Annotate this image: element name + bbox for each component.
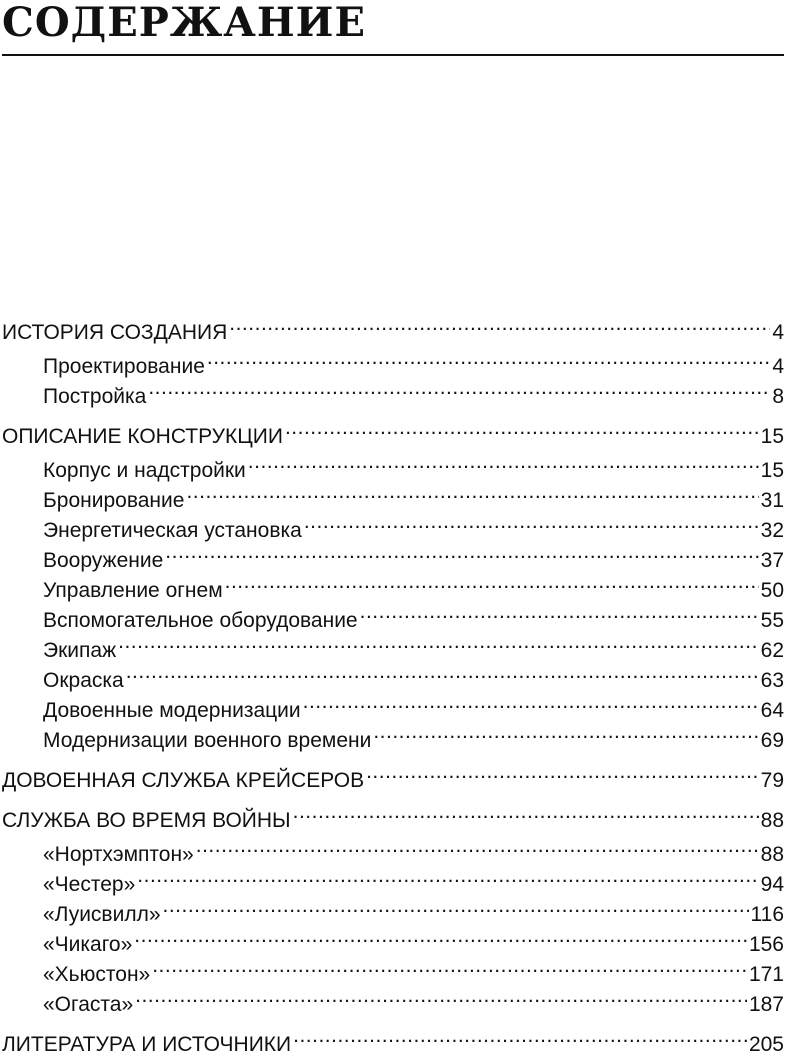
toc-subsection-title: Управление огнем — [43, 579, 223, 602]
toc-page-number: 79 — [760, 769, 784, 792]
toc-subsection-title: Вооружение — [43, 549, 164, 572]
toc-entry-subsection[interactable] — [0, 627, 786, 662]
toc-dot-leader — [360, 597, 759, 627]
toc-subsection-title: «Чикаго» — [43, 933, 133, 956]
toc-entry-chapter[interactable] — [0, 413, 786, 448]
toc-page-number: 55 — [760, 609, 784, 632]
toc-page-number: 187 — [748, 993, 784, 1016]
toc-dot-leader — [285, 413, 759, 443]
toc-subsection-title: «Честер» — [43, 873, 136, 896]
toc-entry-chapter[interactable] — [0, 797, 786, 832]
toc-subsection-title: Модернизации военного времени — [43, 729, 372, 752]
toc-subsection-title: Постройка — [43, 385, 147, 408]
toc-section — [0, 309, 786, 408]
toc-page-number: 50 — [760, 579, 784, 602]
toc-page-number: 31 — [760, 489, 784, 512]
toc-page-number: 116 — [750, 903, 784, 926]
toc-dot-leader — [303, 687, 759, 717]
toc-dot-leader — [148, 373, 770, 403]
page-title: СОДЕРЖАНИЕ — [2, 0, 366, 46]
toc-page-number: 69 — [760, 729, 784, 752]
toc-dot-leader — [165, 537, 758, 567]
toc-dot-leader — [126, 657, 759, 687]
toc-subsection-title: Довоенные модернизации — [43, 699, 301, 722]
toc-dot-leader — [118, 627, 759, 657]
toc-entry-chapter[interactable] — [0, 1021, 786, 1056]
toc-page-number: 63 — [760, 669, 784, 692]
toc-subsection-title: Проектирование — [43, 355, 205, 378]
toc-dot-leader — [137, 861, 758, 891]
toc-entry-chapter[interactable] — [0, 757, 786, 792]
toc-page-number: 94 — [760, 873, 784, 896]
toc-dot-leader — [248, 447, 759, 477]
toc-subsection-title: Окраска — [43, 669, 124, 692]
toc-section — [0, 413, 786, 752]
toc-dot-leader — [207, 343, 770, 373]
title-rule — [2, 54, 784, 56]
toc-dot-leader — [293, 1021, 747, 1051]
toc-dot-leader — [196, 831, 759, 861]
toc-dot-leader — [293, 797, 759, 827]
toc-subsection-title: «Луисвилл» — [43, 903, 161, 926]
toc-page-number: 15 — [760, 459, 784, 482]
toc-page-number: 171 — [748, 963, 784, 986]
toc-page-number: 88 — [760, 843, 784, 866]
toc-subsection-title: Корпус и надстройки — [43, 459, 246, 482]
toc-subsection-list — [0, 831, 786, 1016]
toc-dot-leader — [134, 921, 747, 951]
toc-entry-subsection[interactable] — [0, 657, 786, 692]
toc-section — [0, 757, 786, 792]
toc-page-number: 64 — [760, 699, 784, 722]
toc-chapter-title: ДОВОЕННАЯ СЛУЖБА КРЕЙСЕРОВ — [2, 769, 365, 792]
toc-dot-leader — [225, 567, 759, 597]
toc-chapter-title: СЛУЖБА ВО ВРЕМЯ ВОЙНЫ — [2, 809, 291, 832]
toc-dot-leader — [152, 951, 747, 981]
toc-section — [0, 797, 786, 1016]
toc-page-number: 156 — [748, 933, 784, 956]
toc-dot-leader — [304, 507, 759, 537]
toc-page-number: 32 — [760, 519, 784, 542]
toc-dot-leader — [229, 309, 770, 339]
toc-subsection-title: Экипаж — [43, 639, 117, 662]
toc-chapter-title: ОПИСАНИЕ КОНСТРУКЦИИ — [2, 425, 283, 448]
toc-dot-leader — [135, 981, 747, 1011]
toc-dot-leader — [373, 717, 758, 747]
toc-dot-leader — [163, 891, 749, 921]
toc-subsection-title: «Нортхэмптон» — [43, 843, 194, 866]
toc-chapter-title: ЛИТЕРАТУРА И ИСТОЧНИКИ — [2, 1033, 292, 1056]
toc-dot-leader — [366, 757, 759, 787]
toc-page-number: 205 — [748, 1033, 784, 1056]
toc-page-number: 62 — [760, 639, 784, 662]
toc-dot-leader — [186, 477, 758, 507]
toc-page-number: 8 — [772, 385, 784, 408]
toc-subsection-title: «Хьюстон» — [43, 963, 151, 986]
toc-subsection-title: Бронирование — [43, 489, 185, 512]
table-of-contents — [0, 309, 786, 1061]
toc-subsection-list — [0, 447, 786, 752]
toc-page-number: 4 — [772, 355, 784, 378]
toc-subsection-title: Энергетическая установка — [43, 519, 302, 542]
toc-chapter-title: ИСТОРИЯ СОЗДАНИЯ — [2, 321, 228, 344]
toc-subsection-title: Вспомогательное оборудование — [43, 609, 358, 632]
toc-page-number: 15 — [760, 425, 784, 448]
toc-page-number: 37 — [760, 549, 784, 572]
toc-entry-chapter[interactable] — [0, 309, 786, 344]
toc-page-number: 4 — [772, 321, 784, 344]
toc-section — [0, 1021, 786, 1056]
toc-page-number: 88 — [760, 809, 784, 832]
toc-subsection-title: «Огаста» — [43, 993, 134, 1016]
toc-subsection-list — [0, 343, 786, 408]
